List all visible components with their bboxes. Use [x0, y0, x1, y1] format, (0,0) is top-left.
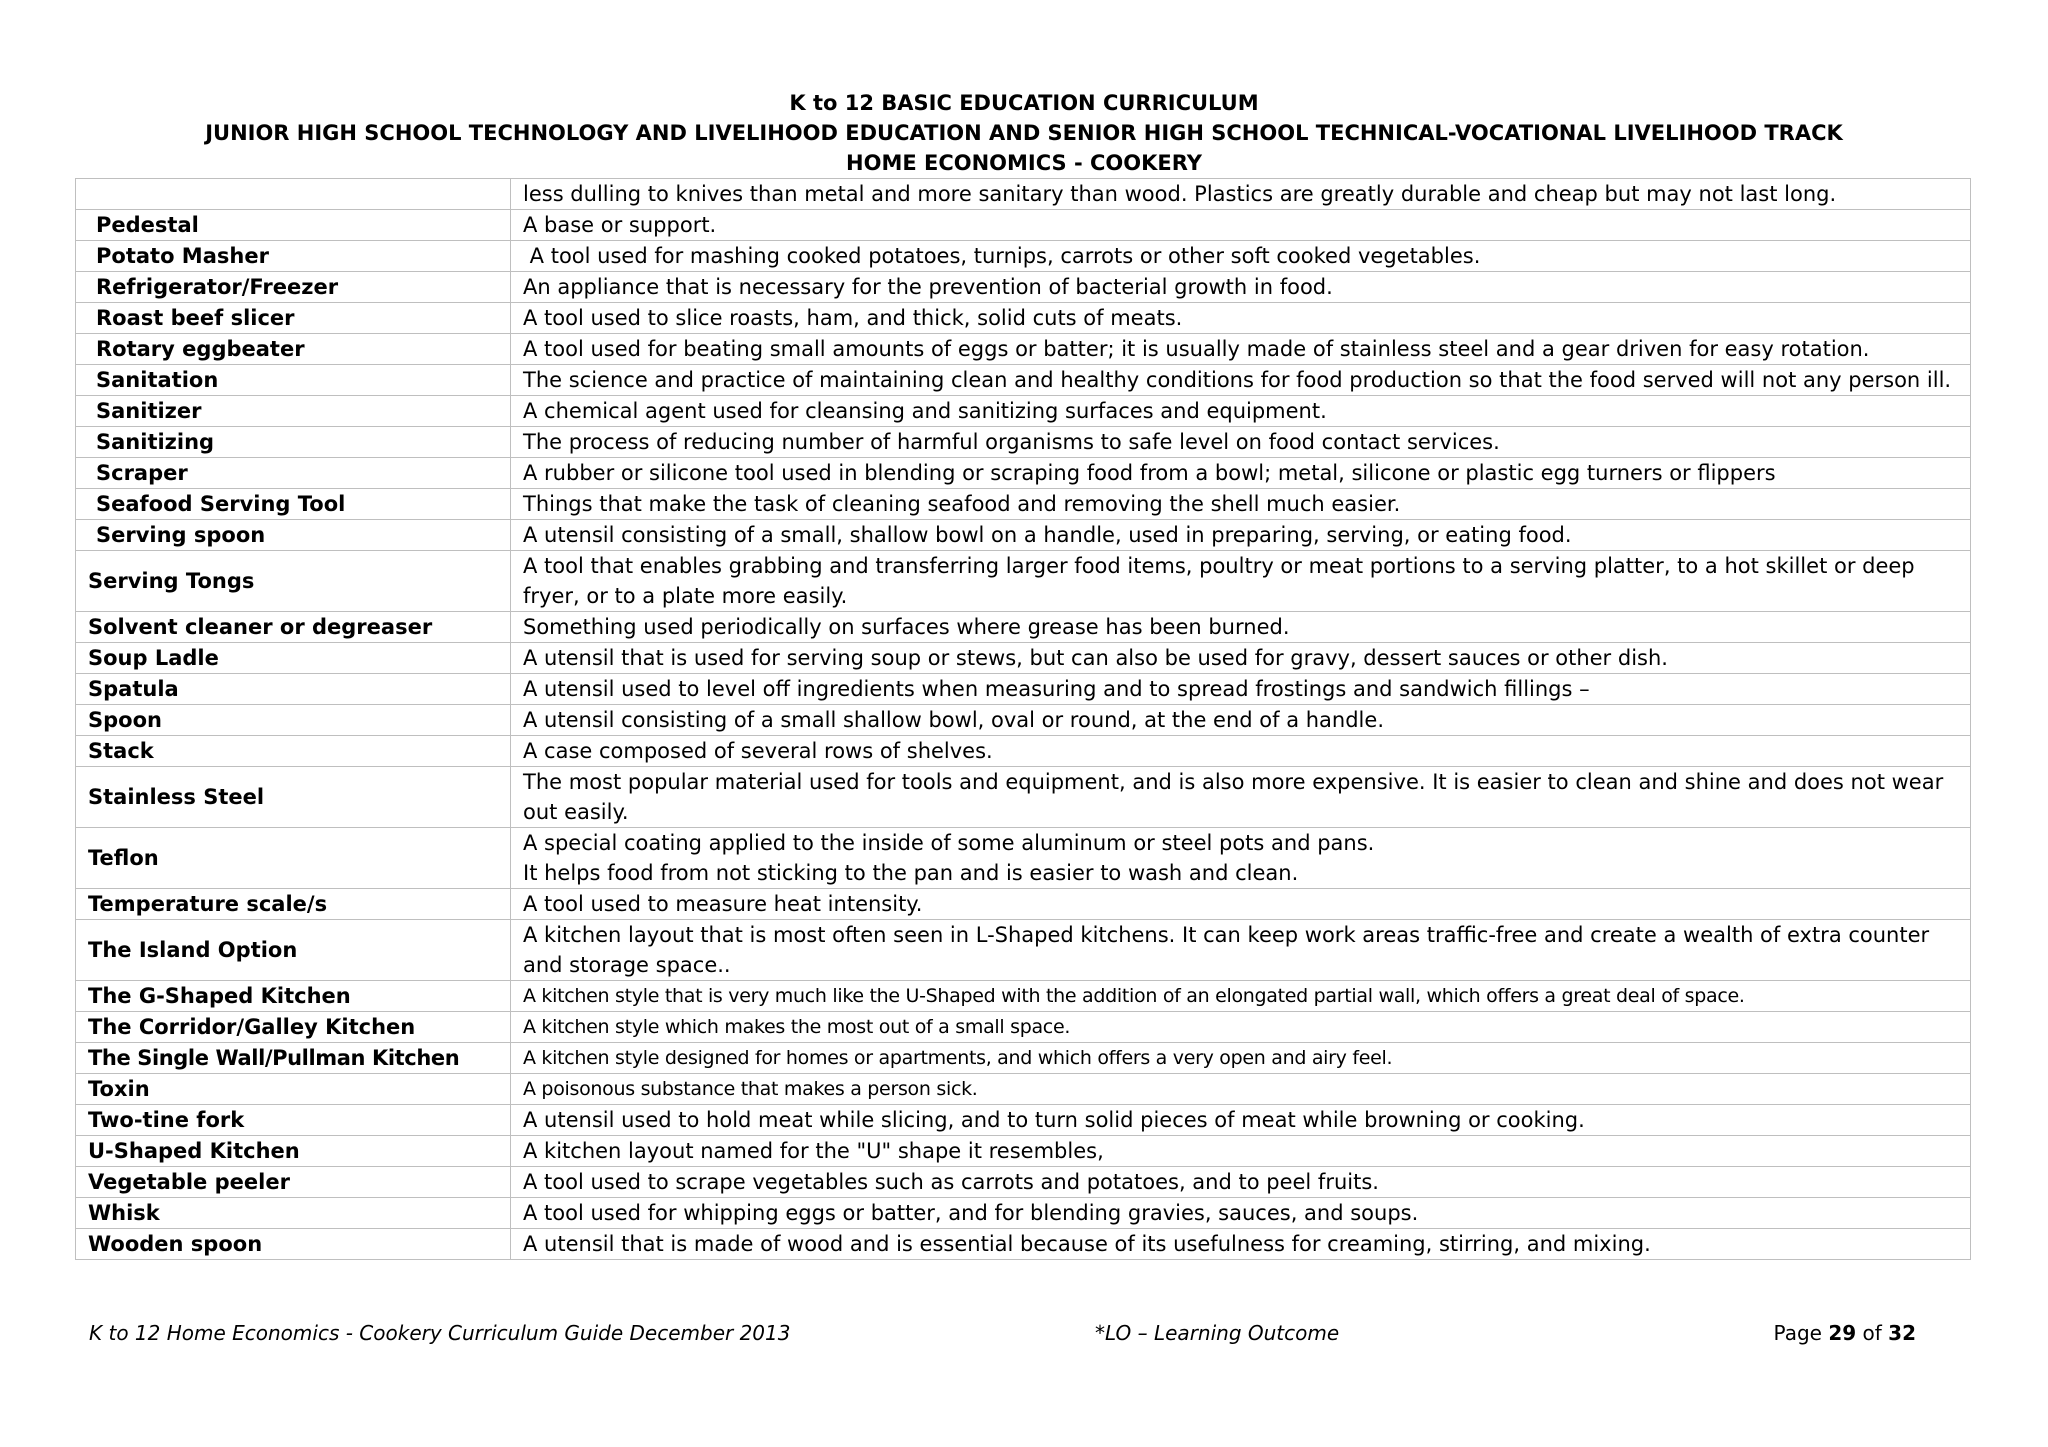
table-row — [76, 674, 1971, 705]
glossary-term: Scraper — [76, 458, 511, 489]
glossary-definition: A utensil used to level off ingredients when measuring and to spread frostings and sandwich fillings – — [511, 674, 1971, 705]
table-row — [76, 1198, 1971, 1229]
table-row — [76, 458, 1971, 489]
glossary-term: Two-tine fork — [76, 1105, 511, 1136]
glossary-term: Temperature scale/s — [76, 889, 511, 920]
glossary-term: Vegetable peeler — [76, 1167, 511, 1198]
glossary-definition: A tool that enables grabbing and transferring larger food items, poultry or meat portions to a serving platter, to a hot skillet or deep fryer, or to a plate more easily. — [511, 551, 1971, 612]
glossary-term: Serving Tongs — [76, 551, 511, 612]
glossary-term: Spatula — [76, 674, 511, 705]
table-row — [76, 303, 1971, 334]
glossary-term: U-Shaped Kitchen — [76, 1136, 511, 1167]
glossary-term: Potato Masher — [76, 241, 511, 272]
table-row — [76, 1105, 1971, 1136]
glossary-definition: A tool used to scrape vegetables such as carrots and potatoes, and to peel fruits. — [511, 1167, 1971, 1198]
glossary-definition: A utensil that is made of wood and is essential because of its usefulness for creaming, stirring, and mixing. — [511, 1229, 1971, 1260]
glossary-term: Toxin — [76, 1074, 511, 1105]
table-row — [76, 489, 1971, 520]
table-row — [76, 241, 1971, 272]
glossary-definition: A base or support. — [511, 210, 1971, 241]
table-row — [76, 889, 1971, 920]
glossary-term: Solvent cleaner or degreaser — [76, 612, 511, 643]
glossary-term: The G-Shaped Kitchen — [76, 981, 511, 1012]
glossary-term: Roast beef slicer — [76, 303, 511, 334]
glossary-term: Refrigerator/Freezer — [76, 272, 511, 303]
glossary-term: Sanitizer — [76, 396, 511, 427]
page-prefix: Page — [1773, 1321, 1829, 1345]
glossary-definition: A tool used for whipping eggs or batter, and for blending gravies, sauces, and soups. — [511, 1198, 1971, 1229]
table-row — [76, 1074, 1971, 1105]
glossary-definition: A poisonous substance that makes a person sick. — [511, 1074, 1971, 1105]
glossary-term: Seafood Serving Tool — [76, 489, 511, 520]
table-row — [76, 1043, 1971, 1074]
glossary-definition: A kitchen style which makes the most out of a small space. — [511, 1012, 1971, 1043]
page-of: of — [1856, 1321, 1889, 1345]
glossary-definition: A tool used to slice roasts, ham, and thick, solid cuts of meats. — [511, 303, 1971, 334]
table-row — [76, 1229, 1971, 1260]
glossary-definition: A case composed of several rows of shelves. — [511, 736, 1971, 767]
glossary-term: Sanitation — [76, 365, 511, 396]
glossary-definition: Things that make the task of cleaning seafood and removing the shell much easier. — [511, 489, 1971, 520]
glossary-definition: A utensil consisting of a small, shallow bowl on a handle, used in preparing, serving, or eating food. — [511, 520, 1971, 551]
program-title: JUNIOR HIGH SCHOOL TECHNOLOGY AND LIVELIHOOD EDUCATION AND SENIOR HIGH SCHOOL TECHNICAL-VOCATIONAL LIVELIHOOD TRACK — [205, 121, 1843, 145]
glossary-definition: An appliance that is necessary for the prevention of bacterial growth in food. — [511, 272, 1971, 303]
glossary-definition: The most popular material used for tools and equipment, and is also more expensive. It is easier to clean and shine and does not wear out easily. — [511, 767, 1971, 828]
glossary-definition: A utensil consisting of a small shallow bowl, oval or round, at the end of a handle. — [511, 705, 1971, 736]
table-row — [76, 334, 1971, 365]
definition-line: It helps food from not sticking to the pan and is easier to wash and clean. — [523, 861, 1299, 885]
glossary-term: Teflon — [76, 828, 511, 889]
table-row — [76, 551, 1971, 612]
glossary-definition: A utensil used to hold meat while slicing, and to turn solid pieces of meat while browning or cooking. — [511, 1105, 1971, 1136]
glossary-definition: A utensil that is used for serving soup or stews, but can also be used for gravy, dessert sauces or other dish. — [511, 643, 1971, 674]
table-row — [76, 767, 1971, 828]
glossary-term: Sanitizing — [76, 427, 511, 458]
glossary-term: Pedestal — [76, 210, 511, 241]
table-row — [76, 828, 1971, 889]
table-row — [76, 981, 1971, 1012]
glossary-term: Serving spoon — [76, 520, 511, 551]
page-total: 32 — [1888, 1321, 1916, 1345]
page-current: 29 — [1828, 1321, 1857, 1345]
glossary-definition: A kitchen style designed for homes or apartments, and which offers a very open and airy feel. — [511, 1043, 1971, 1074]
page-number — [1774, 1318, 1916, 1348]
table-row — [76, 736, 1971, 767]
table-row — [76, 179, 1971, 210]
table-row — [76, 427, 1971, 458]
table-row — [76, 1136, 1971, 1167]
glossary-term: The Island Option — [76, 920, 511, 981]
table-row — [76, 612, 1971, 643]
glossary-table — [75, 178, 1971, 1260]
glossary-term — [76, 179, 511, 210]
table-row — [76, 920, 1971, 981]
glossary-term: Whisk — [76, 1198, 511, 1229]
glossary-definition: A kitchen style that is very much like the U-Shaped with the addition of an elongated partial wall, which offers a great deal of space. — [511, 981, 1971, 1012]
table-row — [76, 643, 1971, 674]
glossary-definition: A rubber or silicone tool used in blending or scraping food from a bowl; metal, silicone or plastic egg turners or flippers — [511, 458, 1971, 489]
glossary-definition: A tool used for beating small amounts of eggs or batter; it is usually made of stainless steel and a gear driven for easy rotation. — [511, 334, 1971, 365]
table-row — [76, 1167, 1971, 1198]
glossary-definition: The science and practice of maintaining clean and healthy conditions for food production so that the food served will not any person ill. — [511, 365, 1971, 396]
glossary-definition: A kitchen layout named for the "U" shape it resembles, — [511, 1136, 1971, 1167]
glossary-definition: A kitchen layout that is most often seen in L-Shaped kitchens. It can keep work areas traffic-free and create a wealth of extra counter and storage space.. — [511, 920, 1971, 981]
glossary-definition: Something used periodically on surfaces where grease has been burned. — [511, 612, 1971, 643]
footer-note: *LO – Learning Outcome — [1095, 1321, 1340, 1345]
table-row — [76, 520, 1971, 551]
table-row — [76, 365, 1971, 396]
page-header — [0, 88, 2048, 178]
glossary-definition: The process of reducing number of harmful organisms to safe level on food contact services. — [511, 427, 1971, 458]
curriculum-title: K to 12 BASIC EDUCATION CURRICULUM — [789, 91, 1259, 115]
glossary-term: Rotary eggbeater — [76, 334, 511, 365]
glossary-definition — [511, 828, 1971, 889]
glossary-definition: A chemical agent used for cleansing and sanitizing surfaces and equipment. — [511, 396, 1971, 427]
table-row — [76, 210, 1971, 241]
glossary-term: The Single Wall/Pullman Kitchen — [76, 1043, 511, 1074]
glossary-term: Spoon — [76, 705, 511, 736]
subject-title: HOME ECONOMICS - COOKERY — [846, 151, 1202, 175]
definition-line: A special coating applied to the inside of some aluminum or steel pots and pans. — [523, 831, 1375, 855]
glossary-term: Soup Ladle — [76, 643, 511, 674]
table-row — [76, 705, 1971, 736]
glossary-term: Stainless Steel — [76, 767, 511, 828]
glossary-definition: A tool used for mashing cooked potatoes, turnips, carrots or other soft cooked vegetables. — [511, 241, 1971, 272]
footer-guide-title: K to 12 Home Economics - Cookery Curriculum Guide December 2013 — [89, 1321, 791, 1345]
glossary-term: Wooden spoon — [76, 1229, 511, 1260]
glossary-term: Stack — [76, 736, 511, 767]
glossary-term: The Corridor/Galley Kitchen — [76, 1012, 511, 1043]
table-row — [76, 1012, 1971, 1043]
table-row — [76, 272, 1971, 303]
glossary-definition: less dulling to knives than metal and more sanitary than wood. Plastics are greatly durable and cheap but may not last long. — [511, 179, 1971, 210]
glossary-definition: A tool used to measure heat intensity. — [511, 889, 1971, 920]
table-row — [76, 396, 1971, 427]
